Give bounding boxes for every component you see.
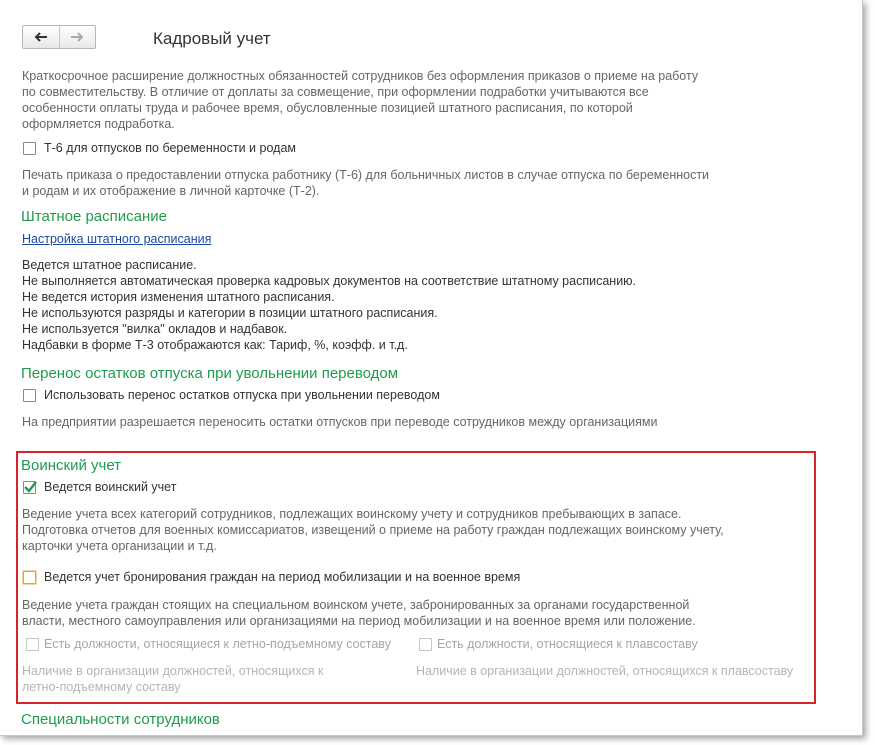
back-button[interactable] xyxy=(23,26,59,48)
specialties-heading: Специальности сотрудников xyxy=(21,711,220,728)
t6-checkbox-label[interactable]: Т-6 для отпусков по беременности и родам xyxy=(44,141,296,155)
military-record-checkbox-label[interactable]: Ведется воинский учет xyxy=(44,480,177,494)
staffing-settings-link[interactable]: Настройка штатного расписания xyxy=(22,232,212,246)
checkmark-icon xyxy=(23,480,38,493)
military-record-description: Ведение учета всех категорий сотрудников, подлежащих воинскому учету и сотрудников пребывающих в запасе. Подготовка отчетов для военных комиссариатов, извещений о приеме на работу граждан подлежащих воинскому учету, карточки учета организации и т.д. xyxy=(22,507,724,553)
flight-positions-checkbox[interactable] xyxy=(26,638,39,651)
t6-description: Печать приказа о предоставлении отпуска работнику (Т-6) для больничных листов в случае отпуска по беременности и родам и их отображение в личной карточке (Т-2). xyxy=(22,168,710,198)
ship-positions-checkbox-label[interactable]: Есть должности, относящиеся к плавсоставу xyxy=(437,637,698,651)
reservation-description: Ведение учета граждан стоящих на специальном воинском учете, забронированных за органами государственной власти, местного самоуправления или организациями на период мобилизации и на военное время или положение. xyxy=(22,598,696,628)
vacation-transfer-description: На предприятии разрешается переносить остатки отпусков при переводе сотрудников между организациями xyxy=(22,415,658,429)
vacation-transfer-checkbox[interactable] xyxy=(23,389,36,402)
flight-positions-checkbox-label[interactable]: Есть должности, относящиеся к летно-подъемному составу xyxy=(44,637,391,651)
arrow-left-icon xyxy=(34,32,48,42)
vacation-transfer-heading: Перенос остатков отпуска при увольнении переводом xyxy=(21,365,399,382)
t6-checkbox[interactable] xyxy=(23,142,36,155)
ship-positions-description: Наличие в организации должностей, относящихся к плавсоставу xyxy=(416,664,794,678)
military-record-checkbox[interactable] xyxy=(23,481,36,494)
arrow-right-icon xyxy=(70,32,84,42)
military-heading: Воинский учет xyxy=(21,457,122,474)
page-title: Кадровый учет xyxy=(153,29,271,48)
reservation-checkbox-label[interactable]: Ведется учет бронирования граждан на период мобилизации и на военное время xyxy=(44,570,521,584)
forward-button[interactable] xyxy=(59,26,96,48)
staffing-heading: Штатное расписание xyxy=(21,208,168,225)
navigation-buttons xyxy=(22,25,96,49)
ship-positions-checkbox[interactable] xyxy=(419,638,432,651)
staffing-status-text: Ведется штатное расписание. Не выполняется автоматическая проверка кадровых документов на соответствие штатному расписанию. Не ведется история изменения штатного расписания. Не используются разряды и категории в позиции штатного расписания. Не используется "вилка" окладов и надбавок. Надбавки в форме Т-3 отображаются как: Тариф, %, коэфф. и т.д. xyxy=(22,258,637,352)
flight-positions-description: Наличие в организации должностей, относящихся к летно-подъемному составу xyxy=(22,664,324,694)
part-time-description: Краткосрочное расширение должностных обязанностей сотрудников без оформления приказов о приеме на работу по совместительству. В отличие от доплаты за совмещение, при оформлении подработки учитываются все особенности оплаты труда и рабочее время, обусловленные позицией штатного расписания, по которой оформляется подработка. xyxy=(22,69,699,131)
vacation-transfer-checkbox-label[interactable]: Использовать перенос остатков отпуска при увольнении переводом xyxy=(44,388,440,402)
reservation-checkbox[interactable] xyxy=(23,571,36,584)
